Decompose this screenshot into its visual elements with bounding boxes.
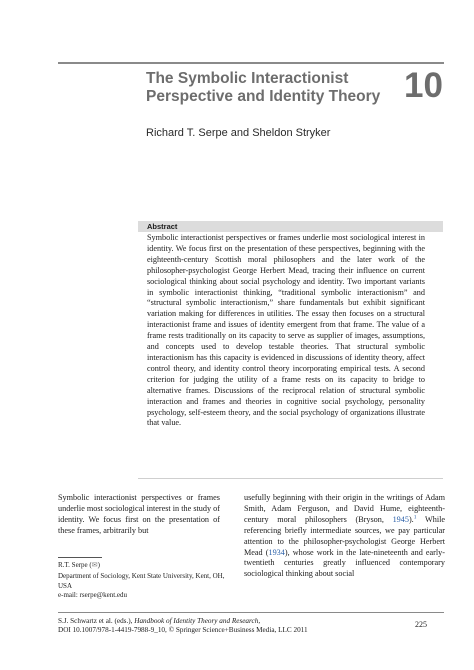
chapter-title-line1: The Symbolic Interactionist xyxy=(146,70,349,87)
body-text: ), whose work in the late-nineteenth and early-twentieth centuries greatly influenced contemporary sociological thinking about social xyxy=(244,547,445,579)
chapter-number: 10 xyxy=(404,66,443,105)
body-text: ). xyxy=(408,514,414,524)
body-text: While referencing briefly intermediate sources, we pay particular attention to the philosopher-psychologist George Herbert Mead ( xyxy=(244,514,446,557)
author-name-end: ) xyxy=(97,561,100,569)
chapter-citation xyxy=(58,617,398,636)
abstract-rule xyxy=(138,478,443,479)
author-name-line xyxy=(58,561,228,570)
citation-editors: S.J. Schwartz et al. (eds.), xyxy=(58,617,135,625)
bottom-rule xyxy=(58,612,444,613)
chapter-title xyxy=(146,70,396,106)
citation-link-mead[interactable]: 1934 xyxy=(268,547,285,557)
footnote-ref-link[interactable]: 1 xyxy=(413,514,417,521)
citation-doi: DOI 10.1007/978-1-4419-7988-9_10, © Springer Science+Business Media, LLC 2011 xyxy=(58,626,308,635)
body-column-left: Symbolic interactionist perspectives or frames underlie most sociological interest in the study of identity. We focus first on the presentation of these frames, arbitrarily but xyxy=(58,493,220,535)
citation-book-title: Handbook of Identity Theory and Research xyxy=(134,617,259,625)
abstract-text: Symbolic interactionist perspectives or frames underlie most sociological interest in identity. We focus first on the presentation of these perspectives, beginning with the eighteenth-century Scottish moral philosophers and the later work of the philosopher-psychologist George Herbert Mead, tracing their influence on current sociological thinking about social psychology and identity. Two important variants in symbolic interactionist thinking, “traditional symbolic interactionism” and “structural symbolic interactionism,” share fundamentals but exhibit significant variation making for differences in utilities. The essay then focuses on a structural interactionist frame and issues of identity emergent from that frame. The value of a frame rests traditionally on its capacity to serve as supplier of images, assumptions, and concepts used to develop testable theories. That structural symbolic interactionism has this capacity is evidenced in discussions of identity theory, affect control theory, and identity control theory incorporating empirical tests. A second criterion for judging the utility of a frame rests on its capacity to bridge to alternative frames. Discussions of the reciprocal relation of structural symbolic interaction and frames and theories in cognitive social psychology, personality psychology, self-esteem theory, and the social psychology of organizations illustrate that value. xyxy=(147,233,425,428)
author-name: R.T. Serpe ( xyxy=(58,561,92,569)
citation-line1 xyxy=(58,617,398,626)
author-email: e-mail: rserpe@kent.edu xyxy=(58,591,128,600)
citation-link-bryson[interactable]: 1945 xyxy=(392,514,409,524)
chapter-title-line2: Perspective and Identity Theory xyxy=(146,88,381,105)
mail-icon[interactable]: ✉ xyxy=(91,561,98,569)
authors: Richard T. Serpe and Sheldon Stryker xyxy=(146,127,331,139)
author-footnote xyxy=(58,561,228,601)
body-text: usefully beginning with their origin in the writings of Adam Smith, Adam Ferguson, and David Hume, eighteenth-century moral philosophers (Bryson, xyxy=(244,493,445,524)
abstract-heading: Abstract xyxy=(138,221,443,232)
footnote-rule xyxy=(58,557,102,558)
citation-line1-end: , xyxy=(258,617,261,625)
page-number: 225 xyxy=(415,620,427,629)
author-affiliation: Department of Sociology, Kent State University, Kent, OH, USA xyxy=(58,572,225,590)
body-column-right xyxy=(244,493,445,580)
top-rule xyxy=(58,62,444,64)
